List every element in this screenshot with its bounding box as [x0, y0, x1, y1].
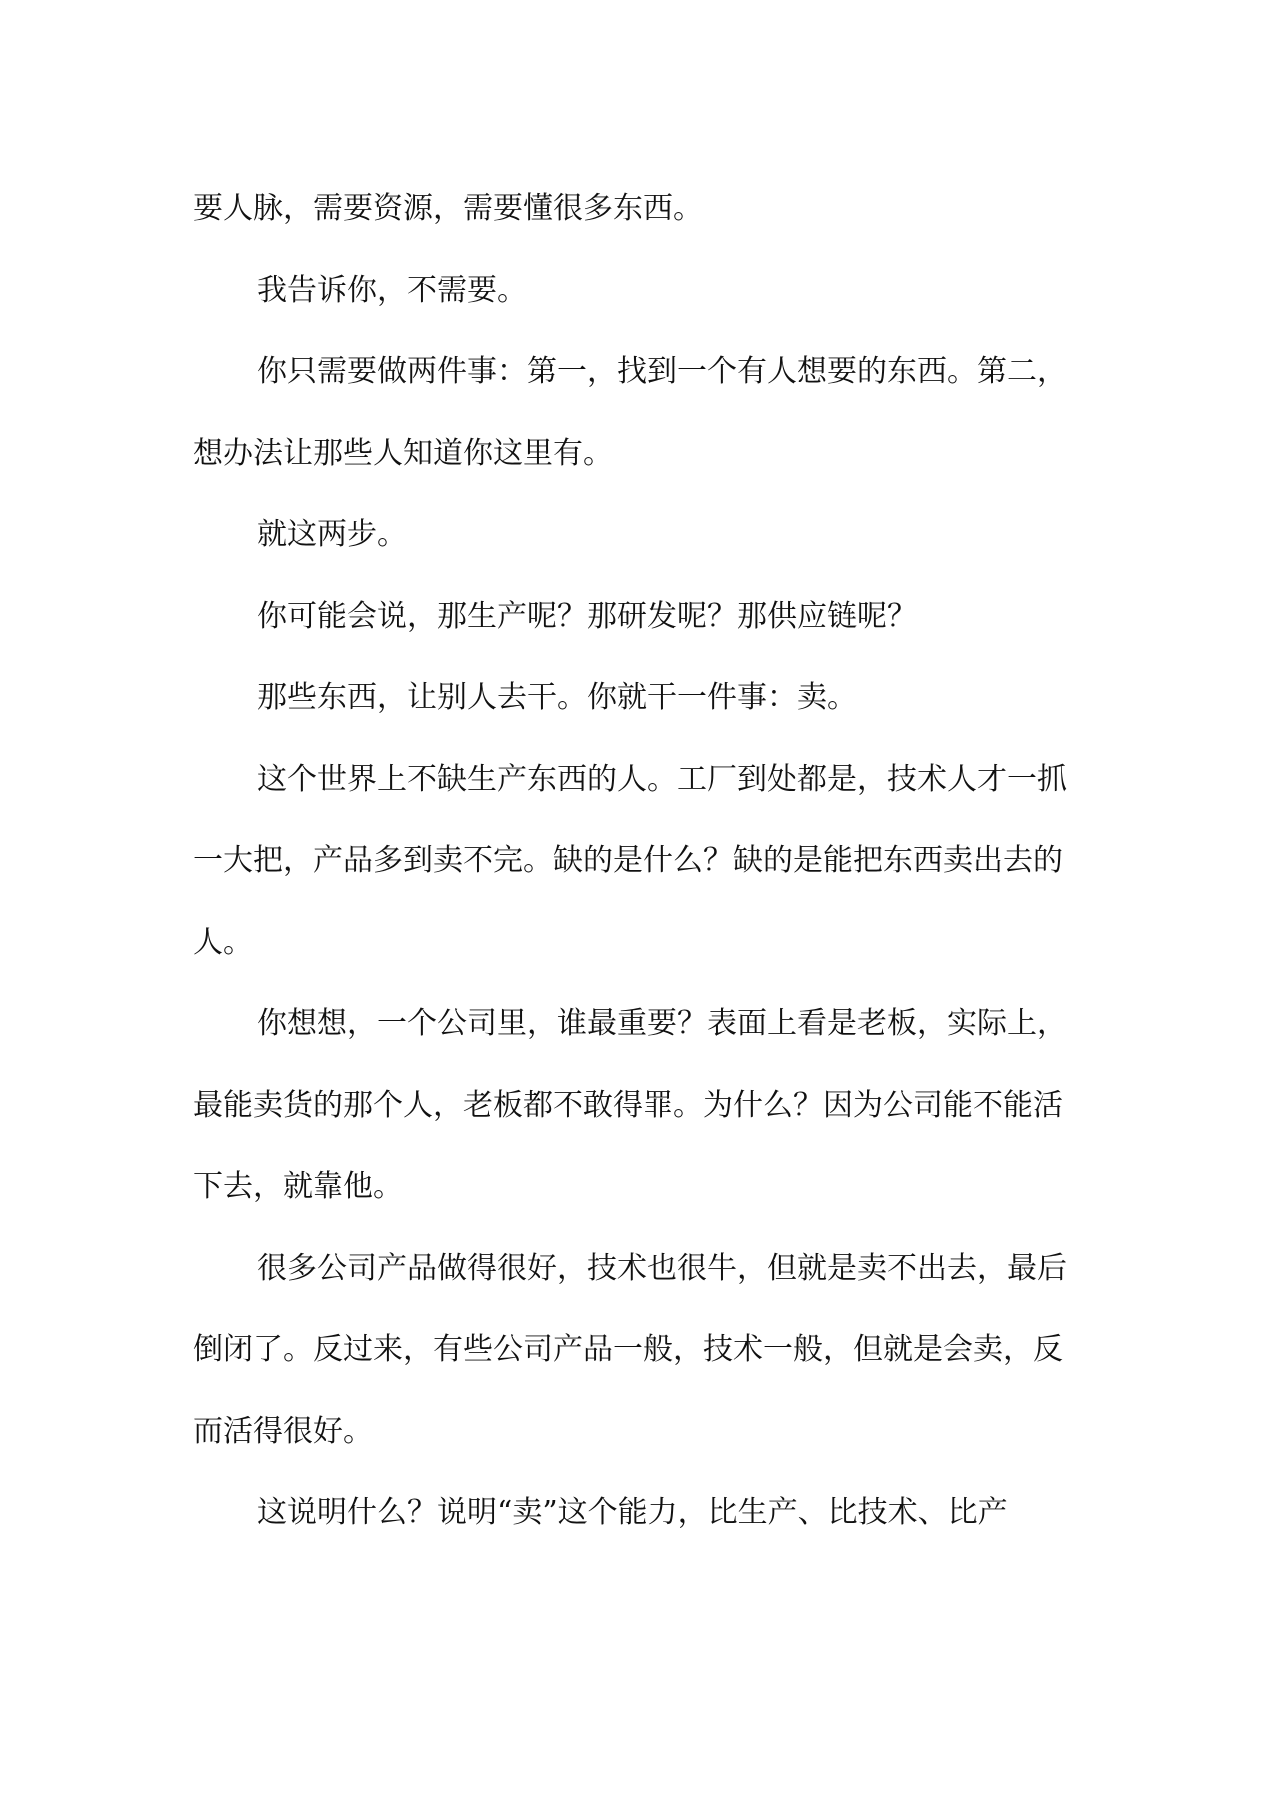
paragraph-5: 你可能会说，那生产呢？那研发呢？那供应链呢？: [257, 598, 917, 634]
paragraph-4: 就这两步。: [257, 517, 407, 552]
paragraph-1: 要人脉，需要资源，需要懂很多东西。: [193, 191, 703, 226]
paragraph-7: 这个世界上不缺生产东西的人。工厂到处都是，技术人才一抓一大把，产品多到卖不完。缺的是什么？缺的是能把东西卖出去的人。: [193, 761, 1067, 960]
paragraph-2: 我告诉你，不需要。: [257, 272, 527, 308]
paragraph-3: 你只需要做两件事：第一，找到一个有人想要的东西。第二，想办法让那些人知道你这里有。: [193, 354, 1067, 471]
paragraph-10: 这说明什么？说明“卖”这个能力，比生产、比技术、比产: [257, 1495, 1008, 1530]
paragraph-9: 很多公司产品做得很好，技术也很牛，但就是卖不出去，最后倒闭了。反过来，有些公司产品一般，技术一般，但就是会卖，反而活得很好。: [193, 1250, 1067, 1449]
paragraph-6: 那些东西，让别人去干。你就干一件事：卖。: [257, 680, 857, 715]
document-body: [193, 168, 1081, 1554]
paragraph-8: 你想想，一个公司里，谁最重要？表面上看是老板，实际上，最能卖货的那个人，老板都不敢得罪。为什么？因为公司能不能活下去，就靠他。: [193, 1006, 1067, 1204]
